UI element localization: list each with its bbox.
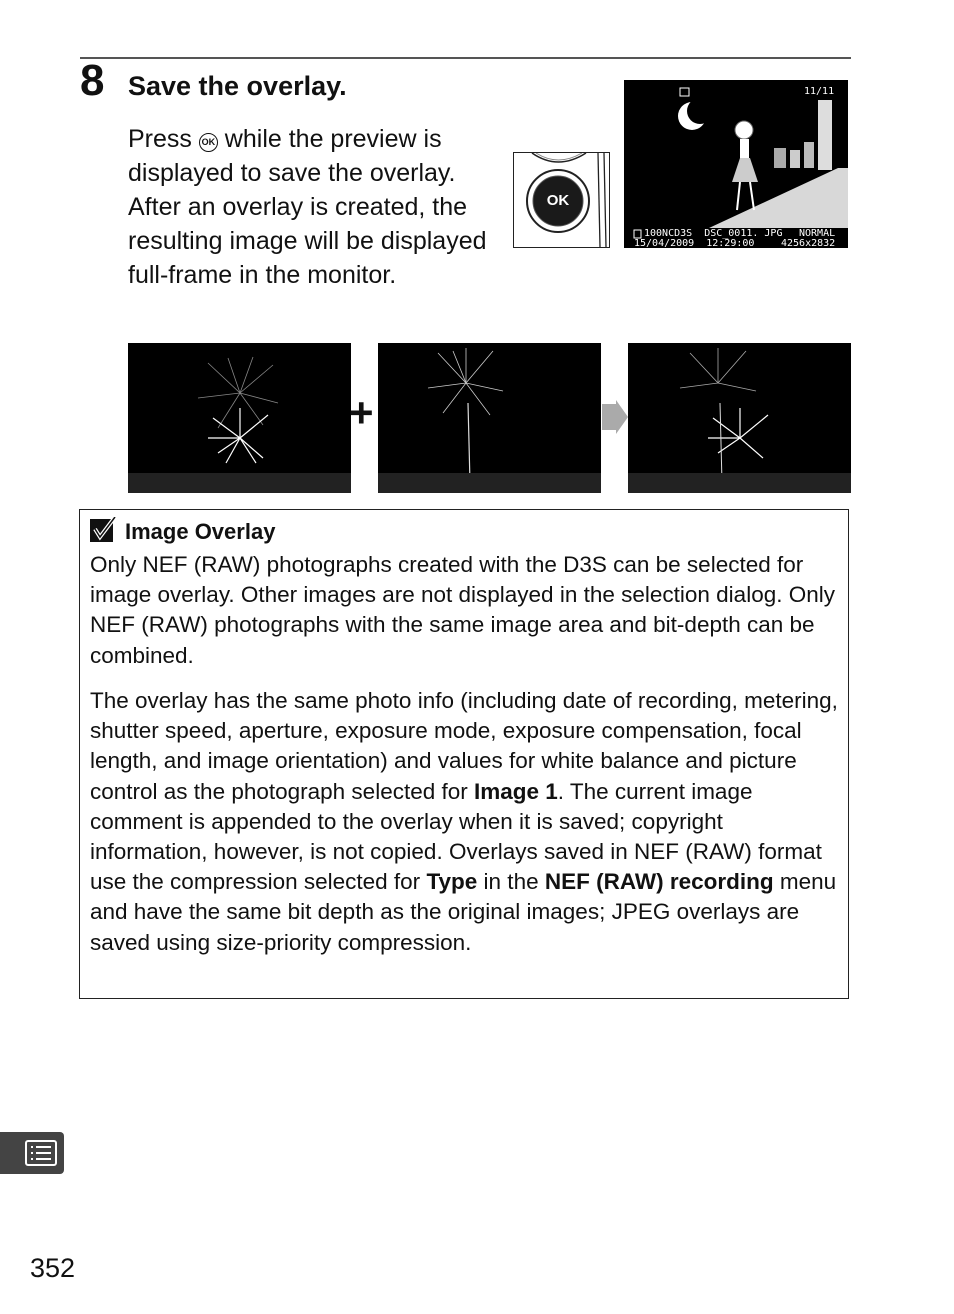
step-title: Save the overlay. [128,71,347,101]
fireworks-photo-overlay [628,343,851,493]
ok-button-illustration [513,152,610,248]
monitor-frame-count: 11/11 [804,86,835,97]
ok-button-icon: OK [199,133,218,152]
menu-section-tab [0,1132,64,1174]
overlay-preview-image [624,80,848,248]
monitor-quality: NORMAL [799,228,836,239]
monitor-image-size: 4256x2832 [781,238,836,248]
arrow-right-icon [602,400,628,434]
note-paragraph-2: The overlay has the same photo info (including date of recording, metering, shutter speed, aperture, exposure mode, exposure compensation, focal length, and image orientation) and values for white balance and picture control as the photograph selected for Image 1. The current image comment is appended to the overlay when it is saved; copyright information, however, is not copied. Overlays saved in NEF (RAW) format use the compression selected for Type in the NEF (RAW) recording menu and have the same bit depth as the original images; JPEG overlays are saved using size-priority compression. [90,688,838,955]
monitor-datetime: 15/04/2009 12:29:00 [634,238,755,248]
note-heading [90,516,275,548]
monitor-file-name: 100NCD3S DSC_0011. JPG [644,228,783,239]
page-number: 352 [30,1253,76,1283]
header-rule [80,57,851,59]
step-number: 8 [80,56,105,105]
monitor-preview [624,80,848,248]
fireworks-photo-1 [128,343,351,493]
plus-sign: + [349,389,374,436]
fireworks-photo-2 [378,343,601,493]
image-overlay-note [79,509,849,999]
ok-button-label: OK [546,192,570,209]
note-title: Image Overlay [125,519,276,544]
check-note-icon [90,517,117,544]
step-instructions: Press OK while the preview is displayed to save the overlay. After an overlay is created, the resulting image will be displayed full-frame in the monitor. [128,125,487,289]
list-menu-icon [0,1132,64,1174]
note-paragraph-1: Only NEF (RAW) photographs created with the D3S can be selected for image overlay. Other images are not displayed in the selection dialog. Only NEF (RAW) photographs with the same image area and bit-depth can be combined. [90,552,835,668]
